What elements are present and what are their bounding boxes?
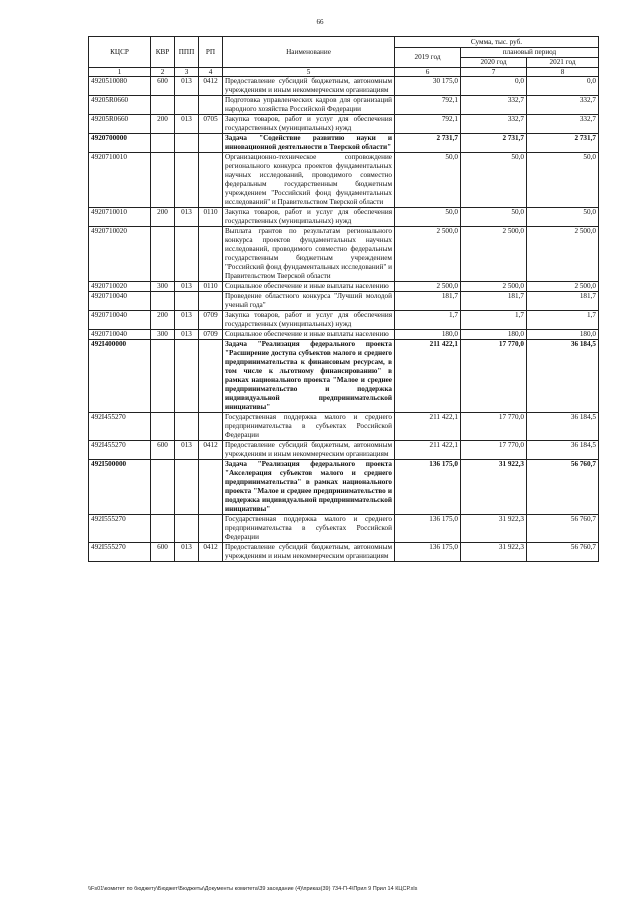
table-row (89, 292, 599, 311)
name-cell: Закупка товаров, работ и услуг для обеспечения государственных (муниципальных) нужд (223, 115, 395, 134)
kcsr-cell: 4920510080 (89, 77, 151, 96)
amount-2020-cell: 180,0 (461, 330, 527, 340)
header-planned-period: плановый период (461, 48, 599, 58)
rp-cell (199, 96, 223, 115)
ppp-cell: 013 (175, 543, 199, 562)
amount-2019-cell: 136 175,0 (395, 515, 461, 543)
kvr-cell (151, 96, 175, 115)
table-row (89, 77, 599, 96)
amount-2019-cell: 2 500,0 (395, 282, 461, 292)
amount-2020-cell: 31 922,3 (461, 460, 527, 515)
amount-2019-cell: 211 422,1 (395, 413, 461, 441)
amount-2021-cell: 2 500,0 (527, 227, 599, 282)
table-row (89, 115, 599, 134)
header-sum: Сумма, тыс. руб. (395, 37, 599, 48)
kvr-cell (151, 413, 175, 441)
amount-2019-cell: 136 175,0 (395, 460, 461, 515)
page-number: 66 (316, 18, 324, 26)
kcsr-cell: 4920710010 (89, 153, 151, 208)
name-cell: Социальное обеспечение и иные выплаты населению (223, 330, 395, 340)
name-cell: Предоставление субсидий бюджетным, автономным учреждениям и иным некоммерческим организациям (223, 77, 395, 96)
header-rp: РП (199, 37, 223, 68)
table-row (89, 460, 599, 515)
rp-cell: 0110 (199, 282, 223, 292)
name-cell: Организационно-техническое сопровождение регионального конкурса проектов фундаментальных научных исследований, проводимого совместно федеральным государственным бюджетным учреждением "Российский фонд фундаментальных исследований" и Правительством Тверской области (223, 153, 395, 208)
header-kcsr: КЦСР (89, 37, 151, 68)
kcsr-cell: 492I555270 (89, 515, 151, 543)
kcsr-cell: 4920700000 (89, 134, 151, 153)
table-row (89, 311, 599, 330)
table-row (89, 208, 599, 227)
kcsr-cell: 4920710010 (89, 208, 151, 227)
amount-2019-cell: 136 175,0 (395, 543, 461, 562)
kvr-cell (151, 227, 175, 282)
kcsr-cell: 492I455270 (89, 441, 151, 460)
amount-2019-cell: 792,1 (395, 115, 461, 134)
amount-2021-cell: 36 184,5 (527, 441, 599, 460)
table-row (89, 282, 599, 292)
header-year-2020: 2020 год (461, 58, 527, 68)
kvr-cell (151, 340, 175, 413)
table-row (89, 515, 599, 543)
amount-2019-cell: 792,1 (395, 96, 461, 115)
kcsr-cell: 492I500000 (89, 460, 151, 515)
amount-2020-cell: 332,7 (461, 96, 527, 115)
ppp-cell (175, 134, 199, 153)
rp-cell (199, 413, 223, 441)
header-year-2019: 2019 год (395, 48, 461, 68)
header-ppp: ППП (175, 37, 199, 68)
kcsr-cell: 49205R0660 (89, 115, 151, 134)
amount-2021-cell: 36 184,5 (527, 340, 599, 413)
name-cell: Выплата грантов по результатам регионального конкурса проектов фундаментальных научных исследований, проводимого совместно федеральным государственным бюджетным учреждением "Российский фонд фундаментальных исследований" и Правительством Тверской области (223, 227, 395, 282)
name-cell: Подготовка управленческих кадров для организаций народного хозяйства Российской Федерации (223, 96, 395, 115)
rp-cell: 0412 (199, 77, 223, 96)
name-cell: Закупка товаров, работ и услуг для обеспечения государственных (муниципальных) нужд (223, 208, 395, 227)
rp-cell (199, 134, 223, 153)
kvr-cell (151, 292, 175, 311)
amount-2021-cell: 181,7 (527, 292, 599, 311)
name-cell: Задача "Реализация федерального проекта "Расширение доступа субъектов малого и среднего предпринимательства к финансовым ресурсам, в том числе к льготному финансированию" в рамках национального проекта "Малое и среднее предпринимательство и поддержка индивидуальной предпринимательской инициативы" (223, 340, 395, 413)
kvr-cell (151, 153, 175, 208)
ppp-cell: 013 (175, 115, 199, 134)
amount-2019-cell: 1,7 (395, 311, 461, 330)
rp-cell (199, 340, 223, 413)
column-number: 3 (175, 68, 199, 77)
amount-2020-cell: 17 770,0 (461, 413, 527, 441)
kvr-cell: 600 (151, 543, 175, 562)
amount-2020-cell: 2 500,0 (461, 227, 527, 282)
table-row (89, 227, 599, 282)
amount-2021-cell: 332,7 (527, 115, 599, 134)
kcsr-cell: 4920710020 (89, 227, 151, 282)
amount-2019-cell: 2 500,0 (395, 227, 461, 282)
name-cell: Социальное обеспечение и иные выплаты населению (223, 282, 395, 292)
amount-2020-cell: 181,7 (461, 292, 527, 311)
name-cell: Задача "Реализация федерального проекта "Акселерация субъектов малого и среднего предпринимательства" в рамках национального проекта "Малое и среднее предпринимательство и поддержка индивидуальной предпринимательской инициативы" (223, 460, 395, 515)
amount-2020-cell: 50,0 (461, 153, 527, 208)
amount-2020-cell: 31 922,3 (461, 543, 527, 562)
amount-2021-cell: 1,7 (527, 311, 599, 330)
kvr-cell: 200 (151, 115, 175, 134)
name-cell: Проведение областного конкурса "Лучший молодой ученый года" (223, 292, 395, 311)
rp-cell (199, 227, 223, 282)
table-row (89, 134, 599, 153)
amount-2019-cell: 180,0 (395, 330, 461, 340)
kvr-cell: 300 (151, 282, 175, 292)
rp-cell: 0412 (199, 543, 223, 562)
ppp-cell (175, 340, 199, 413)
table-row (89, 441, 599, 460)
rp-cell (199, 515, 223, 543)
amount-2019-cell: 181,7 (395, 292, 461, 311)
kcsr-cell: 49205R0660 (89, 96, 151, 115)
amount-2021-cell: 56 760,7 (527, 460, 599, 515)
rp-cell (199, 153, 223, 208)
amount-2019-cell: 211 422,1 (395, 441, 461, 460)
rp-cell: 0709 (199, 311, 223, 330)
amount-2021-cell: 180,0 (527, 330, 599, 340)
column-number: 7 (461, 68, 527, 77)
amount-2020-cell: 2 731,7 (461, 134, 527, 153)
ppp-cell: 013 (175, 77, 199, 96)
amount-2021-cell: 56 760,7 (527, 515, 599, 543)
ppp-cell (175, 96, 199, 115)
ppp-cell: 013 (175, 330, 199, 340)
table-row (89, 543, 599, 562)
kcsr-cell: 492I455270 (89, 413, 151, 441)
amount-2019-cell: 50,0 (395, 153, 461, 208)
ppp-cell (175, 515, 199, 543)
name-cell: Государственная поддержка малого и среднего предпринимательства в субъектах Российской Федерации (223, 515, 395, 543)
amount-2019-cell: 2 731,7 (395, 134, 461, 153)
amount-2021-cell: 332,7 (527, 96, 599, 115)
name-cell: Предоставление субсидий бюджетным, автономным учреждениям и иным некоммерческим организациям (223, 543, 395, 562)
header-year-2021: 2021 год (527, 58, 599, 68)
rp-cell: 0412 (199, 441, 223, 460)
name-cell: Государственная поддержка малого и среднего предпринимательства в субъектах Российской Федерации (223, 413, 395, 441)
kvr-cell: 200 (151, 208, 175, 227)
column-number: 5 (223, 68, 395, 77)
amount-2021-cell: 0,0 (527, 77, 599, 96)
amount-2020-cell: 1,7 (461, 311, 527, 330)
file-path-footer: \\Fs01\комитет по бюджету\Бюджет\Бюджеты\Документы комитета\39 заседание (4)\приказ(39) 734-П-4\Прил 9 Прил 14 КЦСР.xls (88, 886, 418, 892)
kcsr-cell: 4920710040 (89, 330, 151, 340)
column-number: 6 (395, 68, 461, 77)
amount-2020-cell: 17 770,0 (461, 441, 527, 460)
kvr-cell (151, 515, 175, 543)
kvr-cell (151, 134, 175, 153)
rp-cell (199, 292, 223, 311)
ppp-cell (175, 292, 199, 311)
kcsr-cell: 492I555270 (89, 543, 151, 562)
ppp-cell: 013 (175, 311, 199, 330)
amount-2021-cell: 50,0 (527, 153, 599, 208)
table-row (89, 340, 599, 413)
amount-2020-cell: 332,7 (461, 115, 527, 134)
ppp-cell (175, 227, 199, 282)
amount-2019-cell: 211 422,1 (395, 340, 461, 413)
rp-cell: 0110 (199, 208, 223, 227)
kcsr-cell: 4920710020 (89, 282, 151, 292)
column-number: 4 (199, 68, 223, 77)
amount-2019-cell: 50,0 (395, 208, 461, 227)
budget-table (88, 36, 599, 562)
ppp-cell: 013 (175, 441, 199, 460)
ppp-cell (175, 413, 199, 441)
kvr-cell: 300 (151, 330, 175, 340)
header-name: Наименование (223, 37, 395, 68)
column-number: 8 (527, 68, 599, 77)
amount-2021-cell: 2 500,0 (527, 282, 599, 292)
column-number: 1 (89, 68, 151, 77)
table-row (89, 413, 599, 441)
amount-2020-cell: 31 922,3 (461, 515, 527, 543)
header-kvr: КВР (151, 37, 175, 68)
table-row (89, 153, 599, 208)
kcsr-cell: 492I400000 (89, 340, 151, 413)
amount-2021-cell: 2 731,7 (527, 134, 599, 153)
amount-2021-cell: 36 184,5 (527, 413, 599, 441)
name-cell: Задача "Содействие развитию науки и инновационной деятельности в Тверской области" (223, 134, 395, 153)
table-row (89, 330, 599, 340)
column-number: 2 (151, 68, 175, 77)
ppp-cell (175, 460, 199, 515)
kvr-cell: 600 (151, 77, 175, 96)
amount-2020-cell: 0,0 (461, 77, 527, 96)
kvr-cell (151, 460, 175, 515)
amount-2020-cell: 50,0 (461, 208, 527, 227)
table-row (89, 96, 599, 115)
kcsr-cell: 4920710040 (89, 311, 151, 330)
amount-2020-cell: 2 500,0 (461, 282, 527, 292)
kvr-cell: 200 (151, 311, 175, 330)
rp-cell: 0709 (199, 330, 223, 340)
name-cell: Предоставление субсидий бюджетным, автономным учреждениям и иным некоммерческим организациям (223, 441, 395, 460)
column-number-row (89, 68, 599, 77)
ppp-cell (175, 153, 199, 208)
rp-cell (199, 460, 223, 515)
table-body (89, 68, 599, 562)
ppp-cell: 013 (175, 282, 199, 292)
amount-2021-cell: 50,0 (527, 208, 599, 227)
ppp-cell: 013 (175, 208, 199, 227)
amount-2021-cell: 56 760,7 (527, 543, 599, 562)
rp-cell: 0705 (199, 115, 223, 134)
kvr-cell: 600 (151, 441, 175, 460)
name-cell: Закупка товаров, работ и услуг для обеспечения государственных (муниципальных) нужд (223, 311, 395, 330)
amount-2019-cell: 30 175,0 (395, 77, 461, 96)
kcsr-cell: 4920710040 (89, 292, 151, 311)
amount-2020-cell: 17 770,0 (461, 340, 527, 413)
